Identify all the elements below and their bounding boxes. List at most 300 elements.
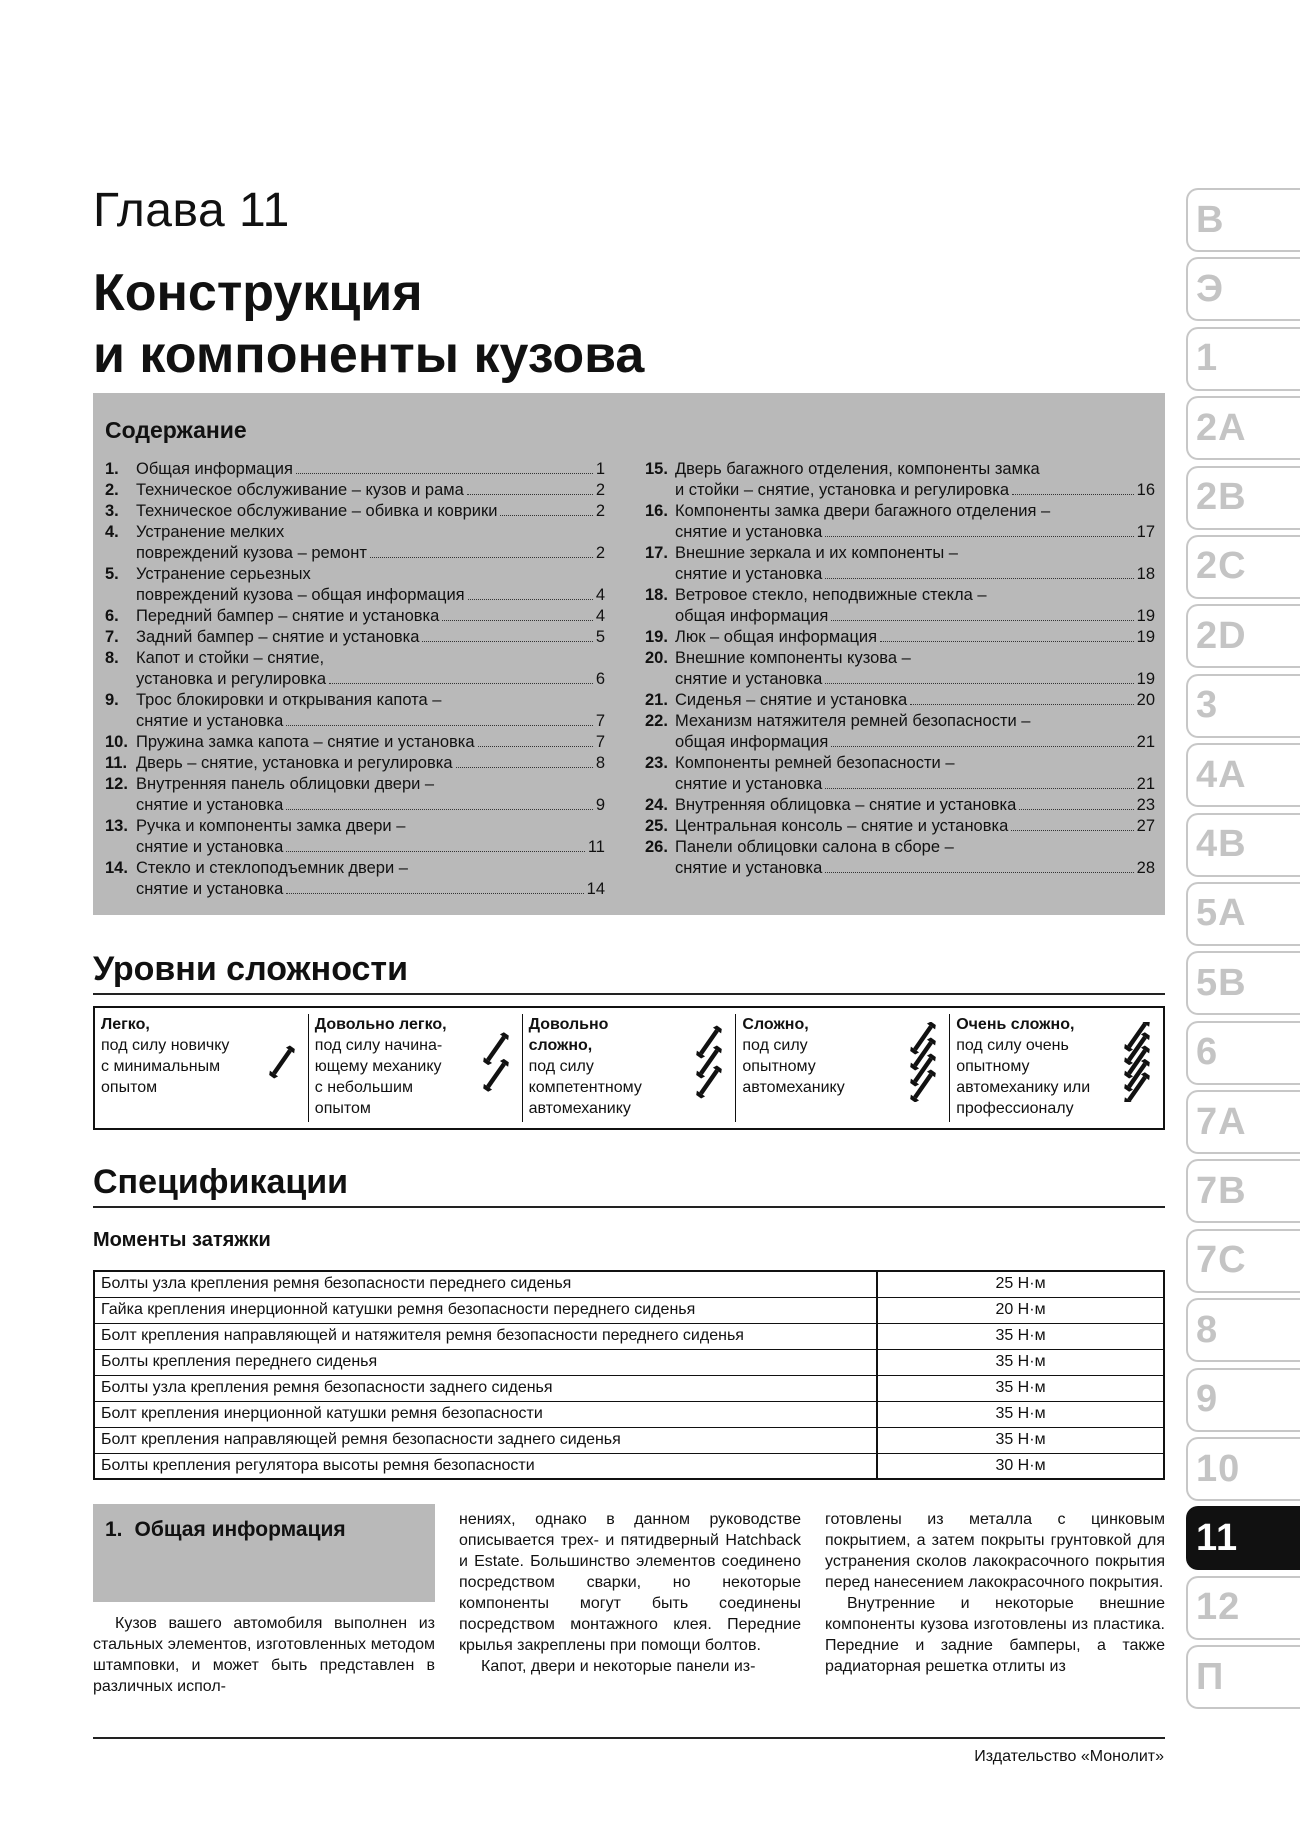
dot-leader [831,746,1133,747]
contents-item-line [136,648,605,669]
chapter-tab-12[interactable]: 12 [1186,1576,1300,1640]
contents-item-line [675,648,1155,669]
contents-item-page: 2 [595,544,605,562]
torque-item: Болт крепления инерционной катушки ремня безопасности [94,1401,877,1427]
contents-item-number: 14. [105,859,128,877]
contents-item-page: 8 [595,754,605,772]
torque-value: 35 Н·м [877,1401,1164,1427]
table-row [94,1453,1164,1479]
contents-item-text: повреждений кузова – ремонт [136,544,367,562]
contents-item-page: 11 [587,838,605,856]
contents-item[interactable] [105,753,605,774]
contents-item-line [136,501,605,522]
contents-item-text: снятие и установка [136,880,284,898]
contents-item-text: Устранение серьезных [136,565,311,583]
contents-item-number: 23. [645,754,668,772]
contents-item-text: Ветровое стекло, неподвижные стекла – [675,586,987,604]
contents-item-body [675,753,1155,795]
dot-leader [825,578,1133,579]
contents-item-page: 19 [1136,670,1155,688]
contents-item-body [675,648,1155,690]
chapter-title-line-2: и компоненты кузова [93,326,645,384]
contents-item-text: Ручка и компоненты замка двери – [136,817,406,835]
contents-item-number: 17. [645,544,668,562]
contents-item[interactable] [105,564,605,606]
contents-item-body [136,627,605,648]
dot-leader [370,557,593,558]
dot-leader [831,620,1133,621]
table-row [94,1271,1164,1297]
contents-item-page: 2 [595,502,605,520]
contents-item-page: 2 [595,481,605,499]
dot-leader [467,494,593,495]
table-row [94,1323,1164,1349]
contents-item-text: Устранение мелких [136,523,285,541]
contents-item-body [675,627,1155,648]
chapter-tab-2b[interactable]: 2B [1186,466,1300,530]
contents-item-text: Передний бампер – снятие и установка [136,607,440,625]
contents-item-text: Дверь – снятие, установка и регулировка [136,754,453,772]
contents-item-body [675,711,1155,753]
difficulty-level-title: Довольно легко, [314,1016,447,1033]
torque-item: Болты узла крепления ремня безопасности заднего сиденья [94,1375,877,1401]
contents-item[interactable] [105,459,605,480]
contents-item-line [675,690,1155,711]
dot-leader [825,788,1133,789]
publisher-footer: Издательство «Монолит» [974,1748,1164,1765]
contents-item-number: 18. [645,586,668,604]
difficulty-level-description: под силу компетентному автомеханику [528,1058,642,1117]
contents-item-text: Компоненты замка двери багажного отделения – [675,502,1051,520]
paragraph: Кузов вашего автомобиля выполнен из стальных элементов, изготовленных методом штамповки, и может быть представлен в различных испол- [93,1615,435,1695]
contents-item-text: Внутренняя панель облицовки двери – [136,775,435,793]
contents-item-line [136,774,605,795]
contents-item-page: 18 [1136,565,1155,583]
paragraph: нениях, однако в данном руководстве описывается трех- и пятидверный Hatchback и Estate. Большинство элементов соединено посредством сварки, но некоторые компоненты могут быть соединены посредством монтажного клея. Передние крылья закреплены при помощи болтов. [459,1511,801,1654]
contents-item-text: снятие и установка [675,670,823,688]
contents-item-number: 24. [645,796,668,814]
contents-item-body [136,690,605,732]
contents-item[interactable] [645,753,1155,795]
contents-item-page: 16 [1136,481,1155,499]
dot-leader [286,809,593,810]
contents-item-line [675,795,1155,816]
contents-item-line [675,564,1155,585]
contents-column-right [645,459,1155,879]
contents-item-line [136,606,605,627]
contents-item[interactable] [645,648,1155,690]
contents-item-number: 8. [105,649,119,667]
spanner-icon [480,1022,512,1102]
contents-item-text: Техническое обслуживание – кузов и рама [136,481,464,499]
torque-table [93,1270,1165,1480]
contents-item-text: снятие и установка [136,796,284,814]
contents-item-text: Общая информация [136,460,293,478]
contents-item-line [136,690,605,711]
difficulty-level-title: Очень сложно, [956,1016,1075,1033]
torque-value: 35 Н·м [877,1427,1164,1453]
dot-leader [910,704,1133,705]
contents-item-line [675,732,1155,753]
contents-item-text: снятие и установка [136,838,284,856]
contents-item-text: Центральная консоль – снятие и установка [675,817,1009,835]
contents-item-text: снятие и установка [675,565,823,583]
contents-item-line [675,669,1155,690]
contents-item-page: 19 [1136,607,1155,625]
contents-item-page: 4 [595,586,605,604]
difficulty-level-title: Сложно, [742,1016,809,1033]
section-1-title: Общая информация [134,1518,346,1541]
contents-item[interactable] [105,690,605,732]
table-row [94,1349,1164,1375]
torque-item: Болты крепления регулятора высоты ремня безопасности [94,1453,877,1479]
contents-item-line [136,669,605,690]
chapter-title [93,262,644,386]
contents-item-text: Дверь багажного отделения, компоненты замка [675,460,1040,478]
contents-item-number: 11. [105,754,128,772]
contents-item-line [675,522,1155,543]
difficulty-levels-panel [93,1006,1165,1130]
spanner-icon [693,1022,725,1102]
contents-item-text: повреждений кузова – общая информация [136,586,465,604]
contents-item-line [675,774,1155,795]
contents-item-page: 20 [1136,691,1155,709]
paragraph: Внутренние и некоторые внешние компоненты кузова изготовлены из пластика. Передние и задние бамперы, а также радиаторная решетка отлиты из [825,1595,1165,1675]
contents-item-page: 17 [1136,523,1155,541]
contents-item-number: 10. [105,733,128,751]
contents-item-text: Внешние зеркала и их компоненты – [675,544,958,562]
contents-box [93,393,1165,915]
contents-item-page: 7 [595,712,605,730]
spanner-icon [1121,1022,1153,1102]
contents-item-text: Капот и стойки – снятие, [136,649,325,667]
dot-leader [329,683,593,684]
difficulty-level-description: под силу начина- ющему механику с небольшим опытом [314,1037,443,1117]
contents-item[interactable] [645,795,1155,816]
chapter-tab-4a[interactable]: 4A [1186,743,1300,807]
contents-item[interactable] [645,543,1155,585]
torque-value: 35 Н·м [877,1375,1164,1401]
contents-item-line [136,858,605,879]
contents-item-number: 2. [105,481,119,499]
section-1-number: 1. [105,1518,123,1541]
contents-item[interactable] [105,816,605,858]
contents-item-text: Задний бампер – снятие и установка [136,628,420,646]
contents-item-page: 6 [595,670,605,688]
dot-leader [296,473,593,474]
contents-item-page: 9 [595,796,605,814]
paragraph: Капот, двери и некоторые панели из- [481,1658,756,1675]
contents-item-text: снятие и установка [136,712,284,730]
torque-item: Болт крепления направляющей и натяжителя ремня безопасности переднего сиденья [94,1323,877,1349]
contents-item[interactable] [645,501,1155,543]
contents-item-line [136,522,605,543]
contents-item-text: установка и регулировка [136,670,327,688]
dot-leader [468,599,593,600]
chapter-tab-5b[interactable]: 5B [1186,951,1300,1015]
torque-value: 25 Н·м [877,1271,1164,1297]
contents-item-line [136,543,605,564]
contents-item-line [136,879,605,900]
spanner-icon [266,1022,298,1102]
contents-item-number: 9. [105,691,119,709]
contents-item-body [675,837,1155,879]
chapter-tab-5a[interactable]: 5A [1186,882,1300,946]
contents-item-number: 12. [105,775,128,793]
contents-item-body [136,816,605,858]
contents-item[interactable] [645,837,1155,879]
contents-item-body [675,501,1155,543]
contents-item-text: общая информация [675,607,829,625]
contents-item-line [136,564,605,585]
contents-item-text: Техническое обслуживание – обивка и коврики [136,502,498,520]
contents-item[interactable] [105,732,605,753]
difficulty-levels-heading: Уровни сложности [93,950,1165,995]
dot-leader [825,536,1133,537]
contents-item[interactable] [105,774,605,816]
chapter-tabs [1186,188,1300,1715]
torque-item: Болты крепления переднего сиденья [94,1349,877,1375]
chapter-tab-7b[interactable]: 7B [1186,1159,1300,1223]
contents-item-line [675,816,1155,837]
contents-column-left [105,459,605,900]
contents-item-text: и стойки – снятие, установка и регулировка [675,481,1010,499]
contents-item-number: 4. [105,523,119,541]
contents-item[interactable] [105,501,605,522]
chapter-tab-4b[interactable]: 4B [1186,813,1300,877]
contents-item-body [136,858,605,900]
dot-leader [286,851,585,852]
contents-item-page: 27 [1136,817,1155,835]
dot-leader [286,893,583,894]
text-column-3 [825,1509,1165,1677]
torque-subheading: Моменты затяжки [93,1229,271,1251]
table-row [94,1401,1164,1427]
torque-value: 30 Н·м [877,1453,1164,1479]
contents-item-text: Компоненты ремней безопасности – [675,754,955,772]
chapter-tab-э[interactable]: Э [1186,257,1300,321]
contents-heading: Содержание [105,417,247,443]
contents-item-line [675,711,1155,732]
contents-item-body [136,522,605,564]
contents-item[interactable] [645,585,1155,627]
specifications-heading: Спецификации [93,1163,1165,1208]
contents-item-body [136,501,605,522]
dot-leader [422,641,592,642]
difficulty-level-description: под силу очень опытному автомеханику или профессионалу [956,1037,1091,1117]
dot-leader [880,641,1134,642]
torque-item: Гайка крепления инерционной катушки ремня безопасности переднего сиденья [94,1297,877,1323]
contents-item-page: 7 [595,733,605,751]
contents-item-body [675,690,1155,711]
contents-item-text: Трос блокировки и открывания капота – [136,691,442,709]
table-row [94,1297,1164,1323]
contents-item-page: 5 [595,628,605,646]
contents-item-page: 21 [1136,775,1155,793]
chapter-tab-8[interactable]: 8 [1186,1298,1300,1362]
contents-item[interactable] [105,522,605,564]
contents-item[interactable] [105,627,605,648]
chapter-tab-в[interactable]: В [1186,188,1300,252]
table-row [94,1427,1164,1453]
contents-item-body [136,732,605,753]
contents-item-text: снятие и установка [675,859,823,877]
difficulty-level-description: под силу новичку с минимальным опытом [101,1037,230,1096]
contents-item-body [136,480,605,501]
contents-item-line [136,585,605,606]
footer-rule [93,1737,1165,1739]
chapter-number: Глава 11 [93,184,290,237]
contents-item[interactable] [645,627,1155,648]
dot-leader [442,620,592,621]
spanner-icon [907,1022,939,1102]
torque-item: Болт крепления направляющей ремня безопасности заднего сиденья [94,1427,877,1453]
contents-item-number: 22. [645,712,668,730]
chapter-tab-10[interactable]: 10 [1186,1437,1300,1501]
contents-item-body [136,564,605,606]
chapter-tab-9[interactable]: 9 [1186,1368,1300,1432]
chapter-tab-п[interactable]: П [1186,1645,1300,1709]
chapter-tab-6[interactable]: 6 [1186,1021,1300,1085]
contents-item-number: 25. [645,817,668,835]
contents-item[interactable] [105,648,605,690]
contents-item-body [675,585,1155,627]
chapter-tab-2c[interactable]: 2C [1186,535,1300,599]
contents-item-number: 7. [105,628,119,646]
dot-leader [1012,494,1134,495]
contents-item-line [675,627,1155,648]
difficulty-level [522,1014,736,1122]
text-column-1 [93,1613,435,1697]
difficulty-level [735,1014,949,1122]
contents-item-text: Стекло и стеклоподъемник двери – [136,859,408,877]
contents-item-body [136,753,605,774]
contents-item-number: 20. [645,649,668,667]
contents-item-number: 19. [645,628,668,646]
contents-item-text: Панели облицовки салона в сборе – [675,838,954,856]
contents-item-page: 28 [1136,859,1155,877]
torque-value: 20 Н·м [877,1297,1164,1323]
contents-item-line [675,543,1155,564]
table-row [94,1375,1164,1401]
contents-item-line [675,837,1155,858]
contents-item-body [136,606,605,627]
contents-item-line [675,753,1155,774]
contents-item[interactable] [105,858,605,900]
contents-item[interactable] [645,816,1155,837]
difficulty-level-description: под силу опытному автомеханику [742,1037,845,1096]
contents-item[interactable] [645,690,1155,711]
contents-item-line [675,858,1155,879]
dot-leader [500,515,592,516]
contents-item[interactable] [645,711,1155,753]
contents-item-line [136,753,605,774]
difficulty-level-title: Легко, [101,1016,150,1033]
contents-item-page: 4 [595,607,605,625]
contents-item-number: 5. [105,565,119,583]
contents-item-number: 15. [645,460,668,478]
chapter-title-line-1: Конструкция [93,264,423,322]
torque-value: 35 Н·м [877,1323,1164,1349]
contents-item-line [675,585,1155,606]
contents-item-text: Сиденья – снятие и установка [675,691,908,709]
torque-item: Болты узла крепления ремня безопасности переднего сиденья [94,1271,877,1297]
contents-item-line [136,480,605,501]
contents-item-body [675,543,1155,585]
difficulty-level-title: Довольно сложно, [528,1016,609,1054]
difficulty-level [949,1014,1163,1122]
contents-item-body [675,795,1155,816]
chapter-tab-7a[interactable]: 7A [1186,1090,1300,1154]
contents-item-line [136,711,605,732]
chapter-tab-7c[interactable]: 7C [1186,1229,1300,1293]
difficulty-level [95,1014,308,1122]
contents-item-line [675,459,1155,480]
contents-item-body [136,774,605,816]
contents-item-line [136,816,605,837]
dot-leader [1011,830,1133,831]
contents-item-page: 23 [1136,796,1155,814]
chapter-tab-3[interactable]: 3 [1186,674,1300,738]
contents-item-number: 1. [105,460,119,478]
contents-item-line [675,480,1155,501]
contents-item-number: 13. [105,817,128,835]
contents-item-page: 19 [1136,628,1155,646]
dot-leader [286,725,593,726]
contents-item-line [675,501,1155,522]
contents-item-number: 16. [645,502,668,520]
contents-item-number: 6. [105,607,119,625]
dot-leader [1019,809,1133,810]
difficulty-level [308,1014,522,1122]
contents-item-text: общая информация [675,733,829,751]
dot-leader [478,746,593,747]
contents-item-line [675,606,1155,627]
paragraph: готовлены из металла с цинковым покрытием, а затем покрыты грунтовкой для устранения сколов лакокрасочного покрытия перед нанесением лакокрасочного покрытия. [825,1511,1165,1591]
contents-item-number: 3. [105,502,119,520]
contents-item-text: снятие и установка [675,775,823,793]
section-1-heading [93,1504,435,1602]
contents-item[interactable] [105,606,605,627]
contents-item[interactable] [105,480,605,501]
dot-leader [825,872,1133,873]
contents-item-body [675,816,1155,837]
contents-item-page: 14 [586,880,605,898]
text-column-2 [459,1509,801,1677]
contents-item[interactable] [645,459,1155,501]
chapter-tab-11[interactable]: 11 [1186,1506,1300,1570]
contents-item-body [675,459,1155,501]
chapter-tab-1[interactable]: 1 [1186,327,1300,391]
contents-item-text: Внутренняя облицовка – снятие и установка [675,796,1017,814]
chapter-tab-2a[interactable]: 2A [1186,396,1300,460]
contents-item-line [136,837,605,858]
contents-item-text: Внешние компоненты кузова – [675,649,911,667]
contents-item-line [136,627,605,648]
torque-value: 35 Н·м [877,1349,1164,1375]
contents-item-text: снятие и установка [675,523,823,541]
chapter-tab-2d[interactable]: 2D [1186,604,1300,668]
contents-item-number: 26. [645,838,668,856]
contents-item-line [136,459,605,480]
dot-leader [825,683,1133,684]
contents-item-text: Механизм натяжителя ремней безопасности – [675,712,1031,730]
contents-item-body [136,459,605,480]
contents-item-text: Люк – общая информация [675,628,878,646]
contents-item-page: 1 [595,460,605,478]
contents-item-line [136,732,605,753]
contents-item-body [136,648,605,690]
